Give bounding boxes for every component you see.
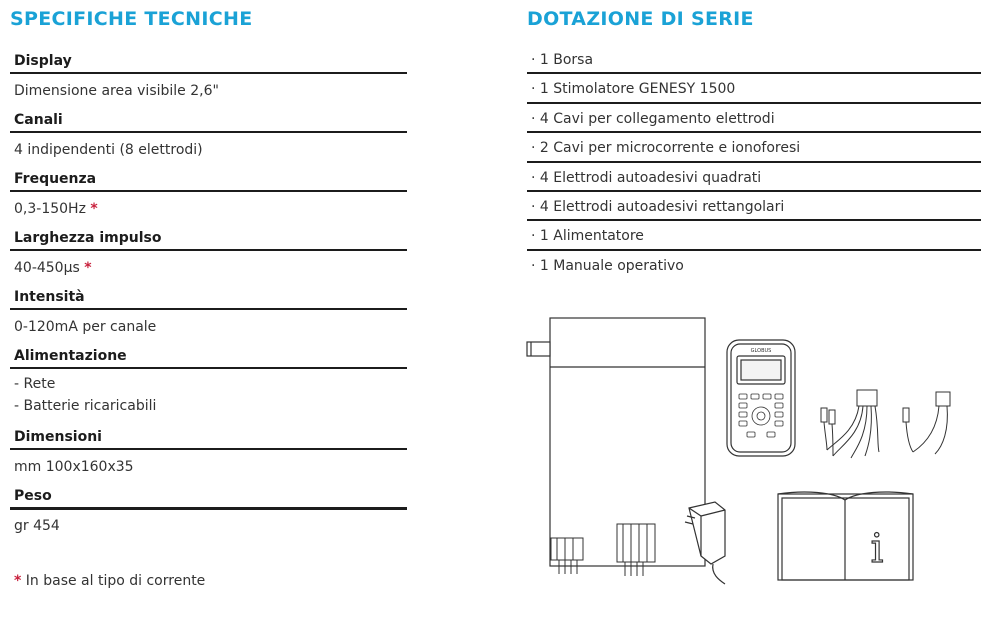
spec-intensity <box>10 284 407 338</box>
device-brand: GLOBUS <box>750 348 772 354</box>
spec-label: Peso <box>10 483 407 509</box>
square-electrodes-icon <box>551 538 583 574</box>
spec-frequency <box>10 166 407 220</box>
stimulator-icon <box>727 340 795 456</box>
kit-item: · 4 Elettrodi autoadesivi quadrati <box>527 163 981 192</box>
kit-item: · 1 Alimentatore <box>527 221 981 250</box>
spec-value: - Batterie ricaricabili <box>14 398 157 414</box>
spec-value: - Rete <box>14 376 56 392</box>
spec-value: Dimensione area visibile 2,6" <box>14 83 219 99</box>
spec-label: Display <box>10 48 407 74</box>
spec-label: Dimensioni <box>10 424 407 450</box>
electrode-cables-icon <box>821 390 879 458</box>
asterisk: * <box>14 573 22 589</box>
spec-value-row <box>10 192 407 220</box>
spec-value: mm 100x160x35 <box>14 459 134 475</box>
asterisk: * <box>90 201 98 217</box>
spec-pulse-width <box>10 225 407 279</box>
manual-icon <box>778 492 913 580</box>
spec-label: Canali <box>10 107 407 133</box>
spec-weight <box>10 483 407 537</box>
bag-icon <box>527 318 705 566</box>
kit-item: · 1 Stimolatore GENESY 1500 <box>527 74 981 103</box>
spec-value: 40-450µs <box>14 260 80 276</box>
spec-display <box>10 48 407 102</box>
spec-value: 0-120mA per canale <box>14 319 157 335</box>
spec-label: Intensità <box>10 284 407 310</box>
spec-label: Alimentazione <box>10 343 407 369</box>
spec-value-row <box>10 251 407 279</box>
spec-label: Larghezza impulso <box>10 225 407 251</box>
microcurrent-cables-icon <box>903 392 950 454</box>
spec-value: 4 indipendenti (8 elettrodi) <box>14 142 203 158</box>
info-symbol: i <box>870 526 884 572</box>
rectangular-electrodes-icon <box>617 524 655 576</box>
kit-item: · 1 Manuale operativo <box>531 257 684 274</box>
spec-value: gr 454 <box>14 518 60 534</box>
kit-item: · 4 Cavi per collegamento elettrodi <box>527 104 981 133</box>
specs-title: SPECIFICHE TECNICHE <box>10 8 253 30</box>
kit-illustrations <box>515 312 995 592</box>
footnote-text: In base al tipo di corrente <box>25 573 206 589</box>
spec-power <box>10 343 407 417</box>
footnote <box>14 573 205 589</box>
spec-dimensions <box>10 424 407 478</box>
spec-channels <box>10 107 407 161</box>
kit-item: · 4 Elettrodi autoadesivi rettangolari <box>527 192 981 221</box>
asterisk: * <box>84 260 92 276</box>
spec-value: 0,3-150Hz <box>14 201 86 217</box>
kit-list <box>527 45 981 280</box>
kit-title: DOTAZIONE DI SERIE <box>527 8 754 30</box>
kit-item: · 1 Borsa <box>527 45 981 74</box>
spec-label: Frequenza <box>10 166 407 192</box>
divider <box>10 508 407 510</box>
kit-item: · 2 Cavi per microcorrente e ionoforesi <box>527 133 981 162</box>
